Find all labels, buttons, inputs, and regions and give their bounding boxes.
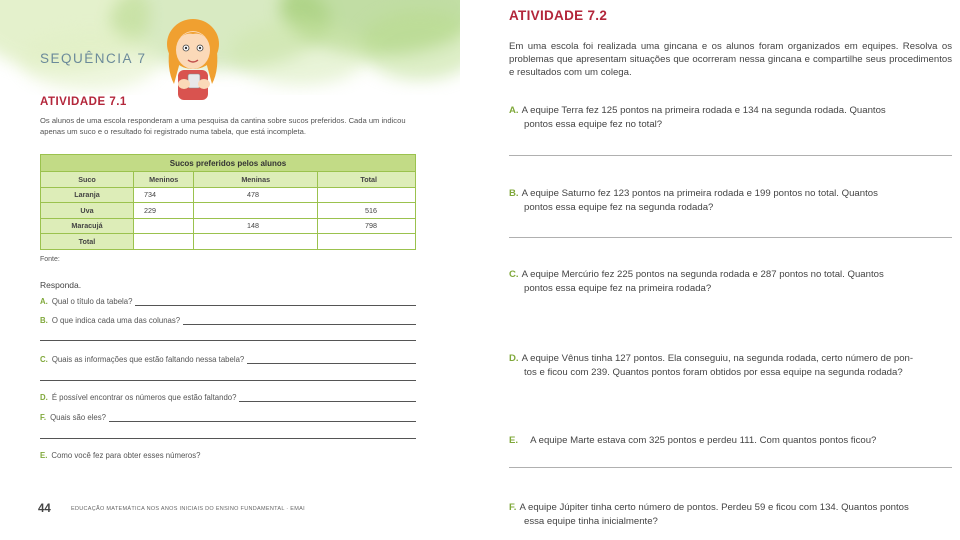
answer-line[interactable] xyxy=(40,340,416,341)
cell-meninos xyxy=(134,234,194,250)
problem-letter: B. xyxy=(509,188,519,199)
answer-line[interactable] xyxy=(247,357,416,364)
problem-letter: D. xyxy=(509,353,519,364)
problem-text: pontos essa equipe fez na segunda rodada? xyxy=(524,201,714,213)
watercolor-background xyxy=(0,0,460,95)
answer-line[interactable] xyxy=(40,380,416,381)
activity-intro-text: Em uma escola foi realizada uma gincana e os alunos foram organizados em equipes. Resolva os problemas que apresentam situações que ocorreram nessa gincana e compartilhe seus procedimentos e resultados com um colega. xyxy=(509,41,952,79)
cell-meninas: 478 xyxy=(194,187,318,203)
row-label: Uva xyxy=(41,203,134,219)
cell-meninas xyxy=(194,203,318,219)
question-text: Quais as informações que estão faltando nessa tabela? xyxy=(51,355,245,364)
question-letter: B. xyxy=(40,316,48,325)
cell-total xyxy=(318,234,416,250)
answer-line[interactable] xyxy=(183,318,416,325)
problem-letter: C. xyxy=(509,269,519,280)
question-text: Qual o título da tabela? xyxy=(51,297,133,306)
cell-meninos: 734 xyxy=(134,187,194,203)
problem-c xyxy=(509,268,952,295)
question-d xyxy=(40,393,416,402)
answer-line[interactable] xyxy=(509,155,952,156)
table-row xyxy=(41,203,416,219)
row-label: Total xyxy=(41,234,134,250)
problem-letter: F. xyxy=(509,502,517,513)
cell-meninas xyxy=(194,234,318,250)
question-e xyxy=(40,451,200,460)
table-row xyxy=(41,218,416,234)
question-a xyxy=(40,297,416,306)
sequence-title: SEQUÊNCIA 7 xyxy=(40,51,147,66)
responda-label: Responda. xyxy=(40,280,82,290)
right-page xyxy=(460,0,960,540)
table-row xyxy=(41,187,416,203)
row-label: Maracujá xyxy=(41,218,134,234)
problem-text: A equipe Júpiter tinha certo número de pontos. Perdeu 59 e ficou com 134. Quantos pontos xyxy=(519,502,909,513)
answer-line[interactable] xyxy=(109,415,416,422)
problem-text: pontos essa equipe fez no total? xyxy=(524,118,663,130)
answer-line[interactable] xyxy=(509,237,952,238)
page-footer: EDUCAÇÃO MATEMÁTICA NOS ANOS INICIAIS DO ENSINO FUNDAMENTAL · EMAI xyxy=(71,506,305,512)
problem-a xyxy=(509,104,952,131)
cell-meninas: 148 xyxy=(194,218,318,234)
problem-text: A equipe Vênus tinha 127 pontos. Ela conseguiu, na segunda rodada, certo número de pon- xyxy=(521,353,914,364)
answer-line[interactable] xyxy=(509,467,952,468)
answer-line[interactable] xyxy=(40,438,416,439)
problem-text: A equipe Saturno fez 123 pontos na primeira rodada e 199 pontos no total. Quantos xyxy=(521,188,878,199)
problem-text: tos e ficou com 239. Quantos pontos foram obtidos por essa equipe na segunda rodada? xyxy=(524,366,903,378)
cell-meninos: 229 xyxy=(134,203,194,219)
cell-total: 516 xyxy=(318,203,416,219)
activity-intro-text: Os alunos de uma escola responderam a uma pesquisa da cantina sobre sucos preferidos. Cada um indicou apenas um suco e o resultado foi registrado numa tabela, que está incompleta. xyxy=(40,116,406,136)
left-page xyxy=(0,0,460,540)
problem-e xyxy=(509,434,952,448)
question-b xyxy=(40,316,416,325)
activity-title-7-1: ATIVIDADE 7.1 xyxy=(40,96,127,108)
question-f xyxy=(40,413,416,422)
page-number: 44 xyxy=(38,503,51,515)
question-letter: D. xyxy=(40,393,48,402)
problem-d xyxy=(509,352,952,379)
cell-meninos xyxy=(134,218,194,234)
question-text: O que indica cada uma das colunas? xyxy=(51,316,181,325)
cell-total xyxy=(318,187,416,203)
answer-line[interactable] xyxy=(239,395,416,402)
problem-text: A equipe Mercúrio fez 225 pontos na segunda rodada e 287 pontos no total. Quantos xyxy=(521,269,884,280)
answer-line[interactable] xyxy=(135,299,416,306)
girl-illustration xyxy=(158,14,228,106)
juice-table xyxy=(40,154,416,250)
column-header: Total xyxy=(318,172,416,188)
activity-title-7-2: ATIVIDADE 7.2 xyxy=(509,8,608,23)
row-label: Laranja xyxy=(41,187,134,203)
question-letter: F. xyxy=(40,413,47,422)
table-row xyxy=(41,234,416,250)
problem-text: A equipe Marte estava com 325 pontos e perdeu 111. Com quantos pontos ficou? xyxy=(530,435,877,446)
fonte-label: Fonte: xyxy=(40,256,60,263)
question-text: Quais são eles? xyxy=(50,413,106,422)
problem-text: pontos essa equipe fez na primeira rodada? xyxy=(524,282,712,294)
question-letter: C. xyxy=(40,355,48,364)
problem-b xyxy=(509,187,952,214)
column-header: Meninos xyxy=(134,172,194,188)
problem-text: essa equipe tinha inicialmente? xyxy=(524,515,658,527)
problem-text: A equipe Terra fez 125 pontos na primeira rodada e 134 na segunda rodada. Quantos xyxy=(521,105,886,116)
problem-letter: A. xyxy=(509,105,519,116)
column-header: Meninas xyxy=(194,172,318,188)
problem-letter: E. xyxy=(509,435,519,446)
question-text: Como você fez para obter esses números? xyxy=(51,451,201,460)
question-letter: A. xyxy=(40,297,48,306)
cell-total: 798 xyxy=(318,218,416,234)
question-letter: E. xyxy=(40,451,48,460)
column-header: Suco xyxy=(41,172,134,188)
table-caption: Sucos preferidos pelos alunos xyxy=(41,155,416,172)
question-text: É possível encontrar os números que estão faltando? xyxy=(51,393,237,402)
problem-f xyxy=(509,501,952,528)
question-c xyxy=(40,355,416,364)
